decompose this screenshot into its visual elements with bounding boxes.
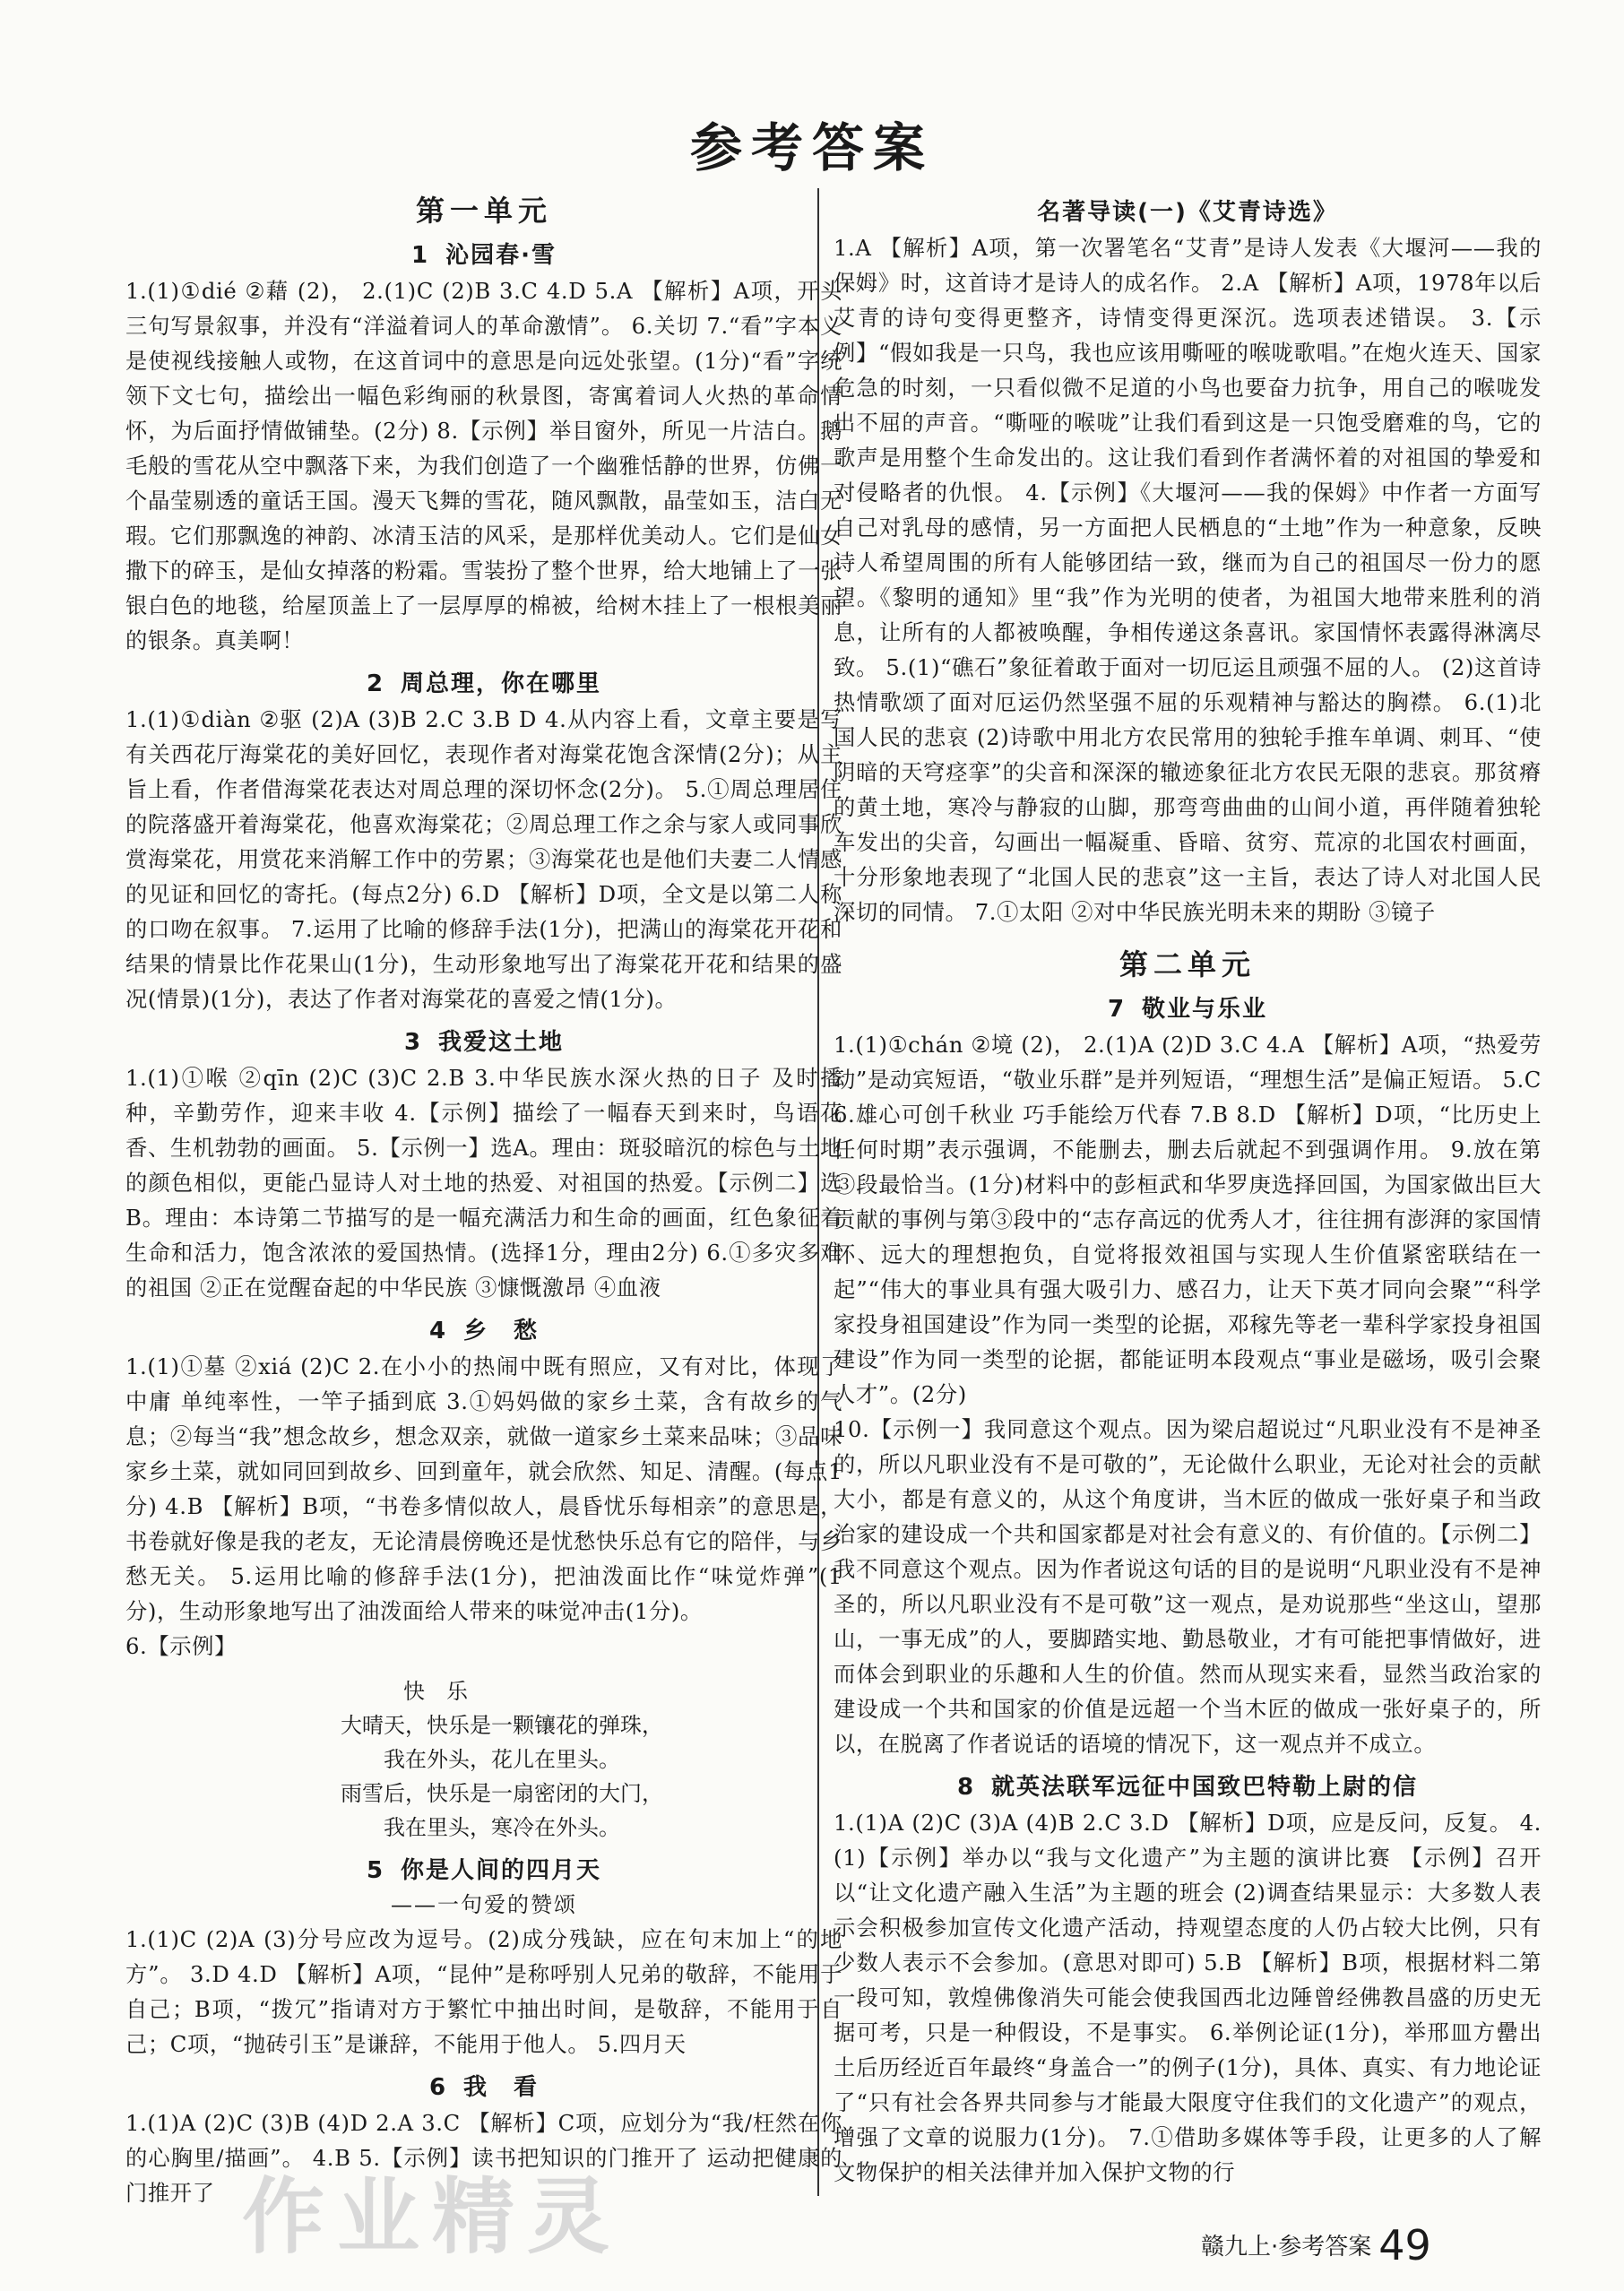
lesson-heading: 8 就英法联军远征中国致巴特勒上尉的信 — [956, 1774, 1419, 1801]
page-number: 49 — [1378, 2221, 1431, 2269]
left-column — [125, 188, 842, 2210]
lesson-heading: 4 乡 愁 — [428, 1318, 540, 1344]
lesson-heading: 3 我爱这土地 — [403, 1029, 565, 1056]
lesson-answers-extra: 6.【示例】 — [125, 1633, 237, 1659]
poem-line: 我在里头，寒冷在外头。 — [384, 1815, 620, 1840]
lesson-heading: 5 你是人间的四月天 — [366, 1857, 602, 1884]
lesson-answers: 1.(1)A (2)C (3)B (4)D 2.A 3.C 【解析】C项，应划分为“我/枉然在你的心胸里/描画”。 4.B 5.【示例】读书把知识的门推开了 运动把健康的门推开了 — [125, 2110, 842, 2206]
page-title: 参考答案 — [689, 117, 934, 178]
lesson-answers: 1.(1)①喉 ②qīn (2)C (3)C 2.B 3.中华民族水深火热的日子 及时播种，辛勤劳作，迎来丰收 4.【示例】描绘了一幅春天到来时，鸟语花香、生机勃勃的画面。 5.【示例一】选A。理由：斑驳暗沉的棕色与土地的颜色相似，更能凸显诗人对土地的热爱、对祖国的热爱。【示例二】选B。理由：本诗第二节描写的是一幅充满活力和生命的画面，红色象征着生命和活力，饱含浓浓的爱国热情。(选择1分，理由2分) 6.①多灾多难的祖国 ②正在觉醒奋起的中华民族 ③慷慨激昂 ④血液 — [125, 1065, 842, 1301]
lesson-heading: 1 沁园春·雪 — [411, 242, 557, 269]
page-footer — [1201, 2221, 1431, 2269]
poem-title: 快 乐 — [403, 1679, 468, 1704]
lesson-heading: 7 敬业与乐业 — [1107, 996, 1268, 1023]
lesson-subtitle: ——一句爱的赞颂 — [391, 1892, 577, 1917]
lesson-heading: 2 周总理，你在哪里 — [366, 670, 602, 697]
poem-line: 大晴天，快乐是一颗镶花的弹珠， — [341, 1713, 663, 1738]
watermark: 作业精灵 — [242, 2169, 623, 2265]
lesson-answers: 1.(1)①diàn ②驱 (2)A (3)B 2.C 3.B D 4.从内容上看，文章主要是写有关西花厅海棠花的美好回忆，表现作者对海棠花饱含深情(2分)；从主旨上看，作者借海棠花表达对周总理的深切怀念(2分)。 5.①周总理居住的院落盛开着海棠花，他喜欢海棠花；②周总理工作之余与家人或同事欣赏海棠花，用赏花来消解工作中的劳累；③海棠花也是他们夫妻二人情感的见证和回忆的寄托。(每点2分) 6.D 【解析】D项，全文是以第二人称的口吻在叙事。 7.运用了比喻的修辞手法(1分)，把满山的海棠花开花和结果的情景比作花果山(1分)，生动形象地写出了海棠花开花和结果的盛况(情景)(1分)，表达了作者对海棠花的喜爱之情(1分)。 — [125, 706, 842, 1012]
poem-line: 雨雪后，快乐是一扇密闭的大门， — [341, 1781, 663, 1806]
poem-line: 我在外头，花儿在里头。 — [384, 1747, 620, 1772]
reading-guide-answers: 1.A 【解析】A项，第一次署笔名“艾青”是诗人发表《大堰河——我的保姆》时，这首诗才是诗人的成名作。 2.A 【解析】A项，1978年以后艾青的诗句变得更整齐，诗情变得更深沉。选项表述错误。 3.【示例】“假如我是一只鸟，我也应该用嘶哑的喉咙歌唱。”在炮火连天、国家危急的时刻，一只看似微不足道的小鸟也要奋力抗争，用自己的喉咙发出不屈的声音。“嘶哑的喉咙”让我们看到这是一只饱受磨难的鸟，它的歌声是用整个生命发出的。这让我们看到作者满怀着的对祖国的挚爱和对侵略者的仇恨。 4.【示例】《大堰河——我的保姆》中作者一方面写自己对乳母的感情，另一方面把人民栖息的“土地”作为一种意象，反映诗人希望周围的所有人能够团结一致，继而为自己的祖国尽一份力的愿望。《黎明的通知》里“我”作为光明的使者，为祖国大地带来胜利的消息，让所有的人都被唤醒，争相传递这条喜讯。家国情怀表露得淋漓尽致。 5.(1)“礁石”象征着敢于面对一切厄运且顽强不屈的人。 (2)这首诗热情歌颂了面对厄运仍然坚强不屈的乐观精神与豁达的胸襟。 6.(1)北国人民的悲哀 (2)诗歌中用北方农民常用的独轮手推车单调、刺耳、“使阴暗的天穹痉挛”的尖音和深深的辙迹象征北方农民无限的悲哀。那贫瘠的黄土地，寒冷与静寂的山脚，那弯弯曲曲的山间小道，再伴随着独轮车发出的尖音，勾画出一幅凝重、昏暗、贫穷、荒凉的北国农村画面，十分形象地表现了“北国人民的悲哀”这一主旨，表达了诗人对北国人民深切的同情。 7.①太阳 ②对中华民族光明未来的期盼 ③镜子 — [834, 235, 1542, 925]
unit-heading-2: 第二单元 — [1119, 947, 1256, 981]
lesson-answers: 1.(1)A (2)C (3)A (4)B 2.C 3.D 【解析】D项，应是反问，反复。 4.(1)【示例】举办以“我与文化遗产”为主题的演讲比赛 【示例】召开以“让文化遗产融入生活”为主题的班会 (2)调查结果显示：大多数人表示会积极参加宣传文化遗产活动，持观望态度的人仍占较大比例，只有少数人表示不会参加。(意思对即可) 5.B 【解析】B项，根据材料二第一段可知，敦煌佛像消失可能会使我国西北边陲曾经佛教昌盛的历史无据可考，只是一种假设，不是事实。 6.举例论证(1分)，举邢皿方罍出土后历经近百年最终“身盖合一”的例子(1分)，具体、真实、有力地论证了“只有社会各界共同参与才能最大限度守住我们的文化遗产”的观点，增强了文章的说服力(1分)。 7.①借助多媒体等手段，让更多的人了解文物保护的相关法律并加入保护文物的行 — [834, 1810, 1542, 2185]
lesson-answers: 1.(1)①chán ②境 (2)， 2.(1)A (2)D 3.C 4.A 【解析】A项，“热爱劳动”是动宾短语，“敬业乐群”是并列短语，“理想生活”是偏正短语。 5.C 6.雄心可创千秋业 巧手能绘万代春 7.B 8.D 【解析】D项，“比历史上任何时期”表示强调，不能删去，删去后就起不到强调作用。 9.放在第③段最恰当。(1分)材料中的彭桓武和华罗庚选择回国，为国家做出巨大贡献的事例与第③段中的“志存高远的优秀人才，往往拥有澎湃的家国情怀、远大的理想抱负，自觉将报效祖国与实现人生价值紧密联结在一起”“伟大的事业具有强大吸引力、感召力，让天下英才同向会聚”“科学家投身祖国建设”作为同一类型的论据，邓稼先等老一辈科学家投身祖国建设”作为同一类型的论据，都能证明本段观点“事业是磁场，吸引会聚人才”。(2分) — [834, 1032, 1542, 1407]
right-column — [834, 188, 1542, 2190]
footer-label: 赣九上·参考答案 — [1201, 2234, 1372, 2261]
reading-guide-heading: 名著导读(一)《艾青诗选》 — [1037, 199, 1338, 226]
lesson-answers-extra: 10.【示例一】我同意这个观点。因为梁启超说过“凡职业没有不是神圣的，所以凡职业没有不是可敬的”，无论做什么职业，无论对社会的贡献大小，都是有意义的，从这个角度讲，当木匠的做成一张好桌子和当政治家的建设成一个共和国家都是对社会有意义的、有价值的。【示例二】我不同意这个观点。因为作者说这句话的目的是说明“凡职业没有不是神圣的，所以凡职业没有不是可敬”这一观点，是劝说那些“坐这山，望那山，一事无成”的人，要脚踏实地、勤恳敬业，才有可能把事情做好，进而体会到职业的乐趣和人生的价值。然而从现实来看，显然当政治家的建设成一个共和国家的价值是远超一个当木匠的做成一张好桌子的，所以，在脱离了作者说话的语境的情况下，这一观点并不成立。 — [834, 1416, 1542, 1757]
lesson-heading: 6 我 看 — [428, 2074, 540, 2101]
lesson-answers: 1.(1)①墓 ②xiá (2)C 2.在小小的热闹中既有照应，又有对比，体现了中庸 单纯率性，一竿子插到底 3.①妈妈做的家乡土菜，含有故乡的气息；②每当“我”想念故乡，想念双亲，就做一道家乡土菜来品味；③品味家乡土菜，就如同回到故乡、回到童年，就会欣然、知足、清醒。(每点1分) 4.B 【解析】B项，“书卷多情似故人，晨昏忧乐每相亲”的意思是，书卷就好像是我的老友，无论清晨傍晚还是忧愁快乐总有它的陪伴，与乡愁无关。 5.运用比喻的修辞手法(1分)，把油泼面比作“味觉炸弹”(1分)，生动形象地写出了油泼面给人带来的味觉冲击(1分)。 — [125, 1353, 842, 1624]
unit-heading-1: 第一单元 — [415, 194, 552, 228]
lesson-answers: 1.(1)①dié ②藉 (2)， 2.(1)C (2)B 3.C 4.D 5.A 【解析】A项，开头三句写景叙事，并没有“洋溢着词人的革命激情”。 6.关切 7.“看”字本义是使视线接触人或物，在这首词中的意思是向远处张望。(1分)“看”字统领下文七句，描绘出一幅色彩绚丽的秋景图，寄寓着词人火热的革命情怀，为后面抒情做铺垫。(2分) 8.【示例】举目窗外，所见一片洁白。鹅毛般的雪花从空中飘落下来，为我们创造了一个幽雅恬静的世界，仿佛一个晶莹剔透的童话王国。漫天飞舞的雪花，随风飘散，晶莹如玉，洁白无瑕。它们那飘逸的神韵、冰清玉洁的风采，是那样优美动人。它们是仙女撒下的碎玉，是仙女掉落的粉霜。雪装扮了整个世界，给大地铺上了一张银白色的地毯，给屋顶盖上了一层厚厚的棉被，给树木挂上了一根根美丽的银条。真美啊！ — [125, 278, 842, 653]
poem — [125, 1674, 842, 1845]
lesson-answers: 1.(1)C (2)A (3)分号应改为逗号。(2)成分残缺，应在句末加上“的地方”。 3.D 4.D 【解析】A项，“昆仲”是称呼别人兄弟的敬辞，不能用于自己；B项，“拨冗”指请对方于繁忙中抽出时间，是敬辞，不能用于自己；C项，“抛砖引玉”是谦辞，不能用于他人。 5.四月天 — [125, 1926, 842, 2057]
